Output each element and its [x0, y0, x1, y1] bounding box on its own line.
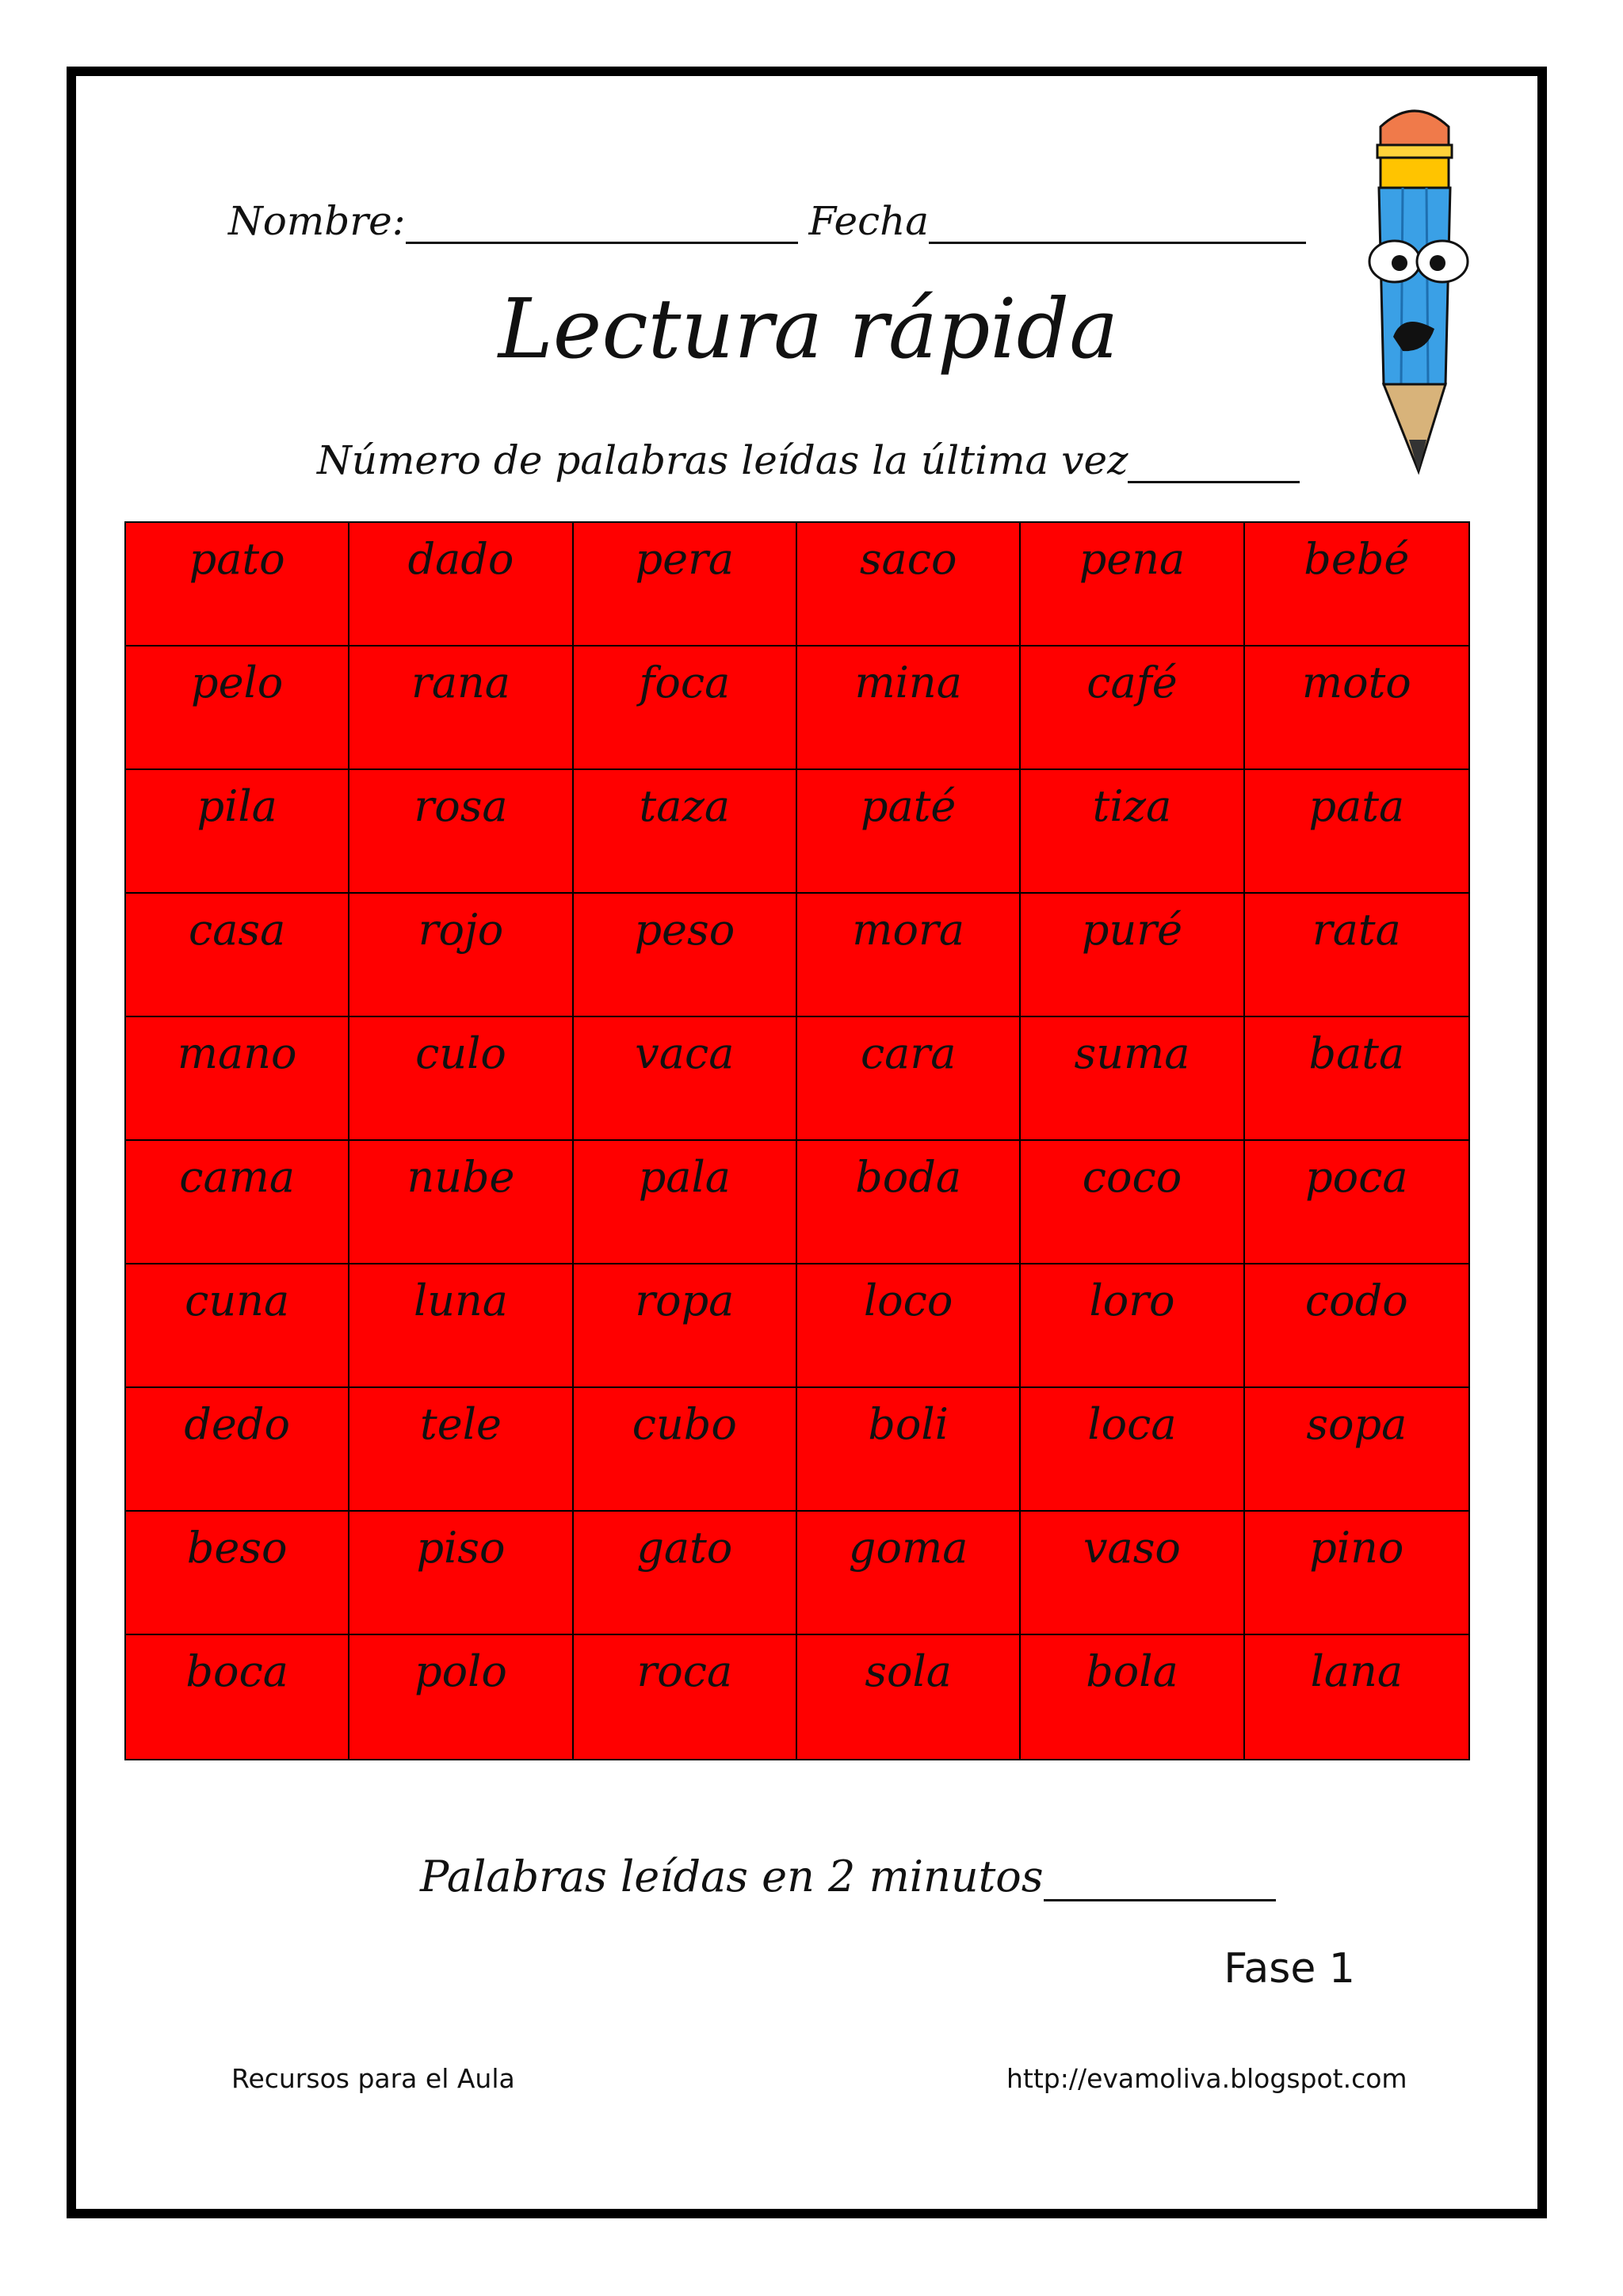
word-cell: rana — [349, 646, 573, 770]
word-cell: pala — [574, 1141, 797, 1264]
word-cell: nube — [349, 1141, 573, 1264]
word-cell: pelo — [126, 646, 349, 770]
words-read-line — [420, 1846, 1276, 1901]
word-cell: ropa — [574, 1264, 797, 1388]
word-cell: rata — [1245, 894, 1468, 1017]
word-cell: puré — [1021, 894, 1244, 1017]
word-cell: gato — [574, 1512, 797, 1635]
word-cell: cara — [797, 1017, 1021, 1141]
word-cell: loca — [1021, 1388, 1244, 1512]
word-cell: lana — [1310, 1646, 1403, 1696]
word-cell: beso — [126, 1512, 349, 1635]
previous-count-label: Número de palabras leídas la última vez — [317, 437, 1128, 483]
word-cell: dado — [349, 523, 573, 646]
word-cell: taza — [574, 770, 797, 894]
name-label: Nombre: — [228, 198, 406, 244]
word-cell: coco — [1021, 1141, 1244, 1264]
word-cell: foca — [574, 646, 797, 770]
word-cell: loco — [797, 1264, 1021, 1388]
previous-count-blank — [1128, 440, 1300, 483]
word-cell: bata — [1245, 1017, 1468, 1141]
previous-count-line — [317, 428, 1300, 483]
credit-url: http://evamoliva.blogspot.com — [1006, 2063, 1407, 2094]
word-cell: café — [1021, 646, 1244, 770]
word-cell: mora — [797, 894, 1021, 1017]
word-cell: pila — [126, 770, 349, 894]
word-cell: rojo — [349, 894, 573, 1017]
word-cell: goma — [797, 1512, 1021, 1635]
word-cell: pato — [126, 523, 349, 646]
word-cell: luna — [349, 1264, 573, 1388]
word-cell: vaca — [574, 1017, 797, 1141]
word-cell: rosa — [349, 770, 573, 894]
phase-label: Fase 1 — [1224, 1945, 1355, 1993]
word-cell: bebé — [1245, 523, 1468, 646]
word-grid — [124, 521, 1470, 1760]
word-cell: boda — [797, 1141, 1021, 1264]
word-cell: pera — [574, 523, 797, 646]
page-title: Lectura rápida — [498, 280, 1119, 377]
word-cell: saco — [797, 523, 1021, 646]
word-cell: vaso — [1021, 1512, 1244, 1635]
word-cell: roca — [574, 1635, 797, 1759]
word-cell: culo — [349, 1017, 573, 1141]
date-blank — [929, 200, 1306, 244]
word-cell: piso — [349, 1512, 573, 1635]
word-cell: bola — [1021, 1635, 1244, 1759]
word-cell: suma — [1021, 1017, 1244, 1141]
date-label: Fecha — [808, 198, 930, 244]
word-cell: pino — [1245, 1512, 1468, 1635]
word-cell: cubo — [574, 1388, 797, 1512]
word-cell: pata — [1245, 770, 1468, 894]
word-cell: poca — [1245, 1141, 1468, 1264]
header-fields — [228, 189, 1306, 244]
words-read-blank — [1044, 1856, 1276, 1901]
word-cell: tiza — [1021, 770, 1244, 894]
word-cell: loro — [1021, 1264, 1244, 1388]
word-cell: codo — [1245, 1264, 1468, 1388]
word-cell: dedo — [126, 1388, 349, 1512]
word-cell: tele — [349, 1388, 573, 1512]
word-cell: casa — [126, 894, 349, 1017]
name-blank — [406, 200, 798, 244]
credit-left: Recursos para el Aula — [231, 2063, 515, 2094]
word-cell: sopa — [1245, 1388, 1468, 1512]
word-cell: cuna — [126, 1264, 349, 1388]
word-cell: sola — [797, 1635, 1021, 1759]
word-cell: cama — [126, 1141, 349, 1264]
word-cell: mano — [126, 1017, 349, 1141]
word-cell: pena — [1021, 523, 1244, 646]
word-cell: paté — [797, 770, 1021, 894]
pencil-mascot-icon — [1347, 99, 1482, 487]
word-cell: boli — [797, 1388, 1021, 1512]
word-cell: mina — [797, 646, 1021, 770]
words-read-label: Palabras leídas en 2 minutos — [420, 1852, 1044, 1901]
word-cell: peso — [574, 894, 797, 1017]
word-cell: polo — [349, 1635, 573, 1759]
word-cell: boca — [126, 1635, 349, 1759]
word-cell: moto — [1245, 646, 1468, 770]
